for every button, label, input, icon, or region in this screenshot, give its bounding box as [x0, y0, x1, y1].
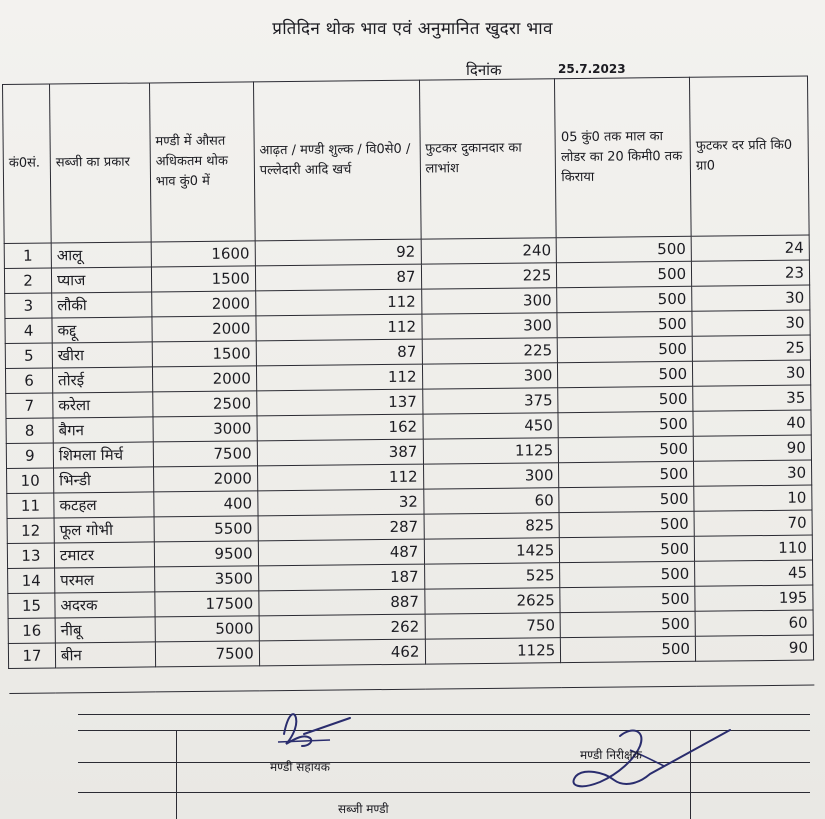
row-market-charges: 187	[258, 564, 424, 591]
header-loader-freight: 05 कुं0 तक माल का लोडर का 20 किमी0 तक किराया	[555, 77, 691, 237]
row-vegetable: अदरक	[55, 592, 155, 618]
row-vegetable: खीरा	[52, 342, 152, 368]
row-retail-rate: 40	[693, 410, 811, 436]
row-wholesale-price: 5500	[154, 516, 258, 542]
row-retail-rate: 30	[692, 310, 810, 336]
row-loader-freight: 500	[558, 386, 693, 412]
row-loader-freight: 500	[559, 461, 694, 487]
row-retail-rate: 90	[695, 635, 813, 661]
row-serial: 9	[6, 443, 53, 468]
row-market-charges: 462	[259, 639, 425, 666]
row-wholesale-price: 2500	[153, 391, 257, 417]
row-retailer-margin: 225	[422, 338, 558, 364]
row-retailer-margin: 300	[421, 313, 557, 339]
row-retailer-margin: 525	[424, 563, 560, 589]
row-wholesale-price: 17500	[155, 591, 259, 617]
row-vegetable: फूल गोभी	[54, 517, 154, 543]
row-serial: 6	[5, 368, 52, 393]
row-loader-freight: 500	[557, 311, 692, 337]
row-market-charges: 887	[259, 589, 425, 616]
row-wholesale-price: 1500	[152, 341, 256, 367]
row-retail-rate: 30	[693, 360, 811, 386]
row-retail-rate: 10	[694, 485, 812, 511]
row-vegetable: परमल	[55, 567, 155, 593]
row-wholesale-price: 2000	[152, 366, 256, 392]
row-loader-freight: 500	[560, 536, 695, 562]
row-retailer-margin: 750	[425, 613, 561, 639]
row-loader-freight: 500	[560, 561, 695, 587]
row-retail-rate: 110	[694, 535, 812, 561]
row-market-charges: 87	[255, 264, 421, 291]
rates-table	[2, 76, 814, 694]
table-header-row	[3, 76, 810, 243]
row-serial: 12	[7, 518, 54, 543]
row-retail-rate: 70	[694, 510, 812, 536]
row-loader-freight: 500	[557, 286, 692, 312]
row-retailer-margin: 2625	[424, 588, 560, 614]
row-retailer-margin: 1125	[425, 638, 561, 664]
row-market-charges: 162	[257, 414, 423, 441]
row-vegetable: आलू	[51, 242, 151, 268]
row-retail-rate: 195	[695, 585, 813, 611]
row-vegetable: लौकी	[52, 292, 152, 318]
row-retail-rate: 24	[691, 235, 809, 261]
row-loader-freight: 500	[560, 586, 695, 612]
row-wholesale-price: 1600	[151, 241, 255, 267]
row-vegetable: नीबू	[55, 617, 155, 643]
row-loader-freight: 500	[559, 511, 694, 537]
row-serial: 5	[5, 343, 52, 368]
row-retailer-margin: 825	[424, 513, 560, 539]
row-serial: 10	[7, 468, 54, 493]
market-label: सब्जी मण्डी	[338, 802, 389, 816]
row-retailer-margin: 300	[421, 288, 557, 314]
row-market-charges: 92	[255, 239, 421, 266]
row-serial: 17	[8, 643, 55, 668]
director-label: मण्डी निरीक्षक	[580, 748, 642, 762]
row-loader-freight: 500	[557, 261, 692, 287]
assistant-signature	[270, 704, 360, 754]
row-wholesale-price: 2000	[152, 291, 256, 317]
row-retailer-margin: 1125	[423, 438, 559, 464]
row-market-charges: 32	[258, 489, 424, 516]
row-serial: 8	[6, 418, 53, 443]
row-loader-freight: 500	[560, 611, 695, 637]
row-market-charges: 112	[256, 314, 422, 341]
header-market-charges: आढ़त / मण्डी शुल्क / वि0से0 / पल्लेदारी आदि खर्च	[253, 80, 420, 241]
row-market-charges: 487	[258, 539, 424, 566]
row-retailer-margin: 450	[422, 413, 558, 439]
divider	[78, 714, 810, 715]
row-retailer-margin: 60	[423, 488, 559, 514]
row-loader-freight: 500	[559, 436, 694, 462]
row-serial: 16	[8, 618, 55, 643]
row-loader-freight: 500	[556, 236, 691, 262]
row-vegetable: तोरई	[52, 367, 152, 393]
row-retail-rate: 90	[693, 435, 811, 461]
row-serial: 2	[4, 268, 51, 293]
row-retail-rate: 30	[694, 460, 812, 486]
header-wholesale-price: मण्डी में औसत अधिकतम थोक भाव कुं0 में	[149, 82, 255, 242]
document-title: प्रतिदिन थोक भाव एवं अनुमानित खुदरा भाव	[272, 19, 553, 39]
row-vegetable: कद्दू	[52, 317, 152, 343]
table-body	[4, 235, 814, 693]
row-market-charges: 112	[257, 464, 423, 491]
row-wholesale-price: 5000	[155, 616, 259, 642]
row-retail-rate: 35	[693, 385, 811, 411]
row-market-charges: 262	[259, 614, 425, 641]
row-vegetable: प्याज	[51, 267, 151, 293]
header-retailer-margin: फुटकर दुकानदार का लाभांश	[419, 79, 556, 239]
row-wholesale-price: 3000	[153, 416, 257, 442]
row-wholesale-price: 9500	[154, 541, 258, 567]
row-retail-rate: 30	[692, 285, 810, 311]
row-market-charges: 387	[257, 439, 423, 466]
row-market-charges: 287	[258, 514, 424, 541]
header-vegetable-type: सब्जी का प्रकार	[49, 83, 151, 243]
row-serial: 3	[5, 293, 52, 318]
row-wholesale-price: 3500	[154, 566, 258, 592]
row-vegetable: टमाटर	[54, 542, 154, 568]
row-wholesale-price: 7500	[155, 641, 259, 667]
row-loader-freight: 500	[558, 411, 693, 437]
date-value: 25.7.2023	[558, 62, 626, 76]
row-market-charges: 112	[255, 289, 421, 316]
row-vegetable: बैगन	[53, 417, 153, 443]
row-wholesale-price: 7500	[153, 441, 257, 467]
row-retailer-margin: 375	[422, 388, 558, 414]
row-vegetable: शिमला मिर्च	[53, 442, 153, 468]
row-serial: 1	[4, 243, 51, 268]
row-wholesale-price: 400	[154, 491, 258, 517]
row-loader-freight: 500	[561, 636, 696, 662]
row-serial: 11	[7, 493, 54, 518]
row-retailer-margin: 300	[422, 363, 558, 389]
row-retailer-margin: 225	[421, 263, 557, 289]
row-wholesale-price: 2000	[152, 316, 256, 342]
row-serial: 14	[8, 568, 55, 593]
row-serial: 15	[8, 593, 55, 618]
row-loader-freight: 500	[558, 361, 693, 387]
row-market-charges: 87	[256, 339, 422, 366]
row-wholesale-price: 2000	[153, 466, 257, 492]
row-serial: 7	[6, 393, 53, 418]
row-retail-rate: 25	[692, 335, 810, 361]
row-vegetable: करेला	[53, 392, 153, 418]
row-wholesale-price: 1500	[151, 266, 255, 292]
row-loader-freight: 500	[557, 336, 692, 362]
row-serial: 13	[7, 543, 54, 568]
row-serial: 4	[5, 318, 52, 343]
row-vegetable: कटहल	[54, 492, 154, 518]
date-label: दिनांक	[466, 61, 502, 79]
row-vegetable: बीन	[55, 642, 155, 668]
header-serial: कं0सं.	[3, 84, 52, 243]
row-market-charges: 137	[256, 389, 422, 416]
row-retail-rate: 45	[695, 560, 813, 586]
row-loader-freight: 500	[559, 486, 694, 512]
row-retail-rate: 60	[695, 610, 813, 636]
row-retailer-margin: 300	[423, 463, 559, 489]
row-retailer-margin: 240	[421, 238, 557, 264]
row-retail-rate: 23	[692, 260, 810, 286]
row-market-charges: 112	[256, 364, 422, 391]
row-vegetable: भिन्डी	[54, 467, 154, 493]
divider	[176, 730, 177, 819]
header-retail-rate: फुटकर दर प्रति कि0 ग्रा0	[690, 76, 810, 236]
row-retailer-margin: 1425	[424, 538, 560, 564]
assistant-label: मण्डी सहायक	[270, 760, 330, 774]
